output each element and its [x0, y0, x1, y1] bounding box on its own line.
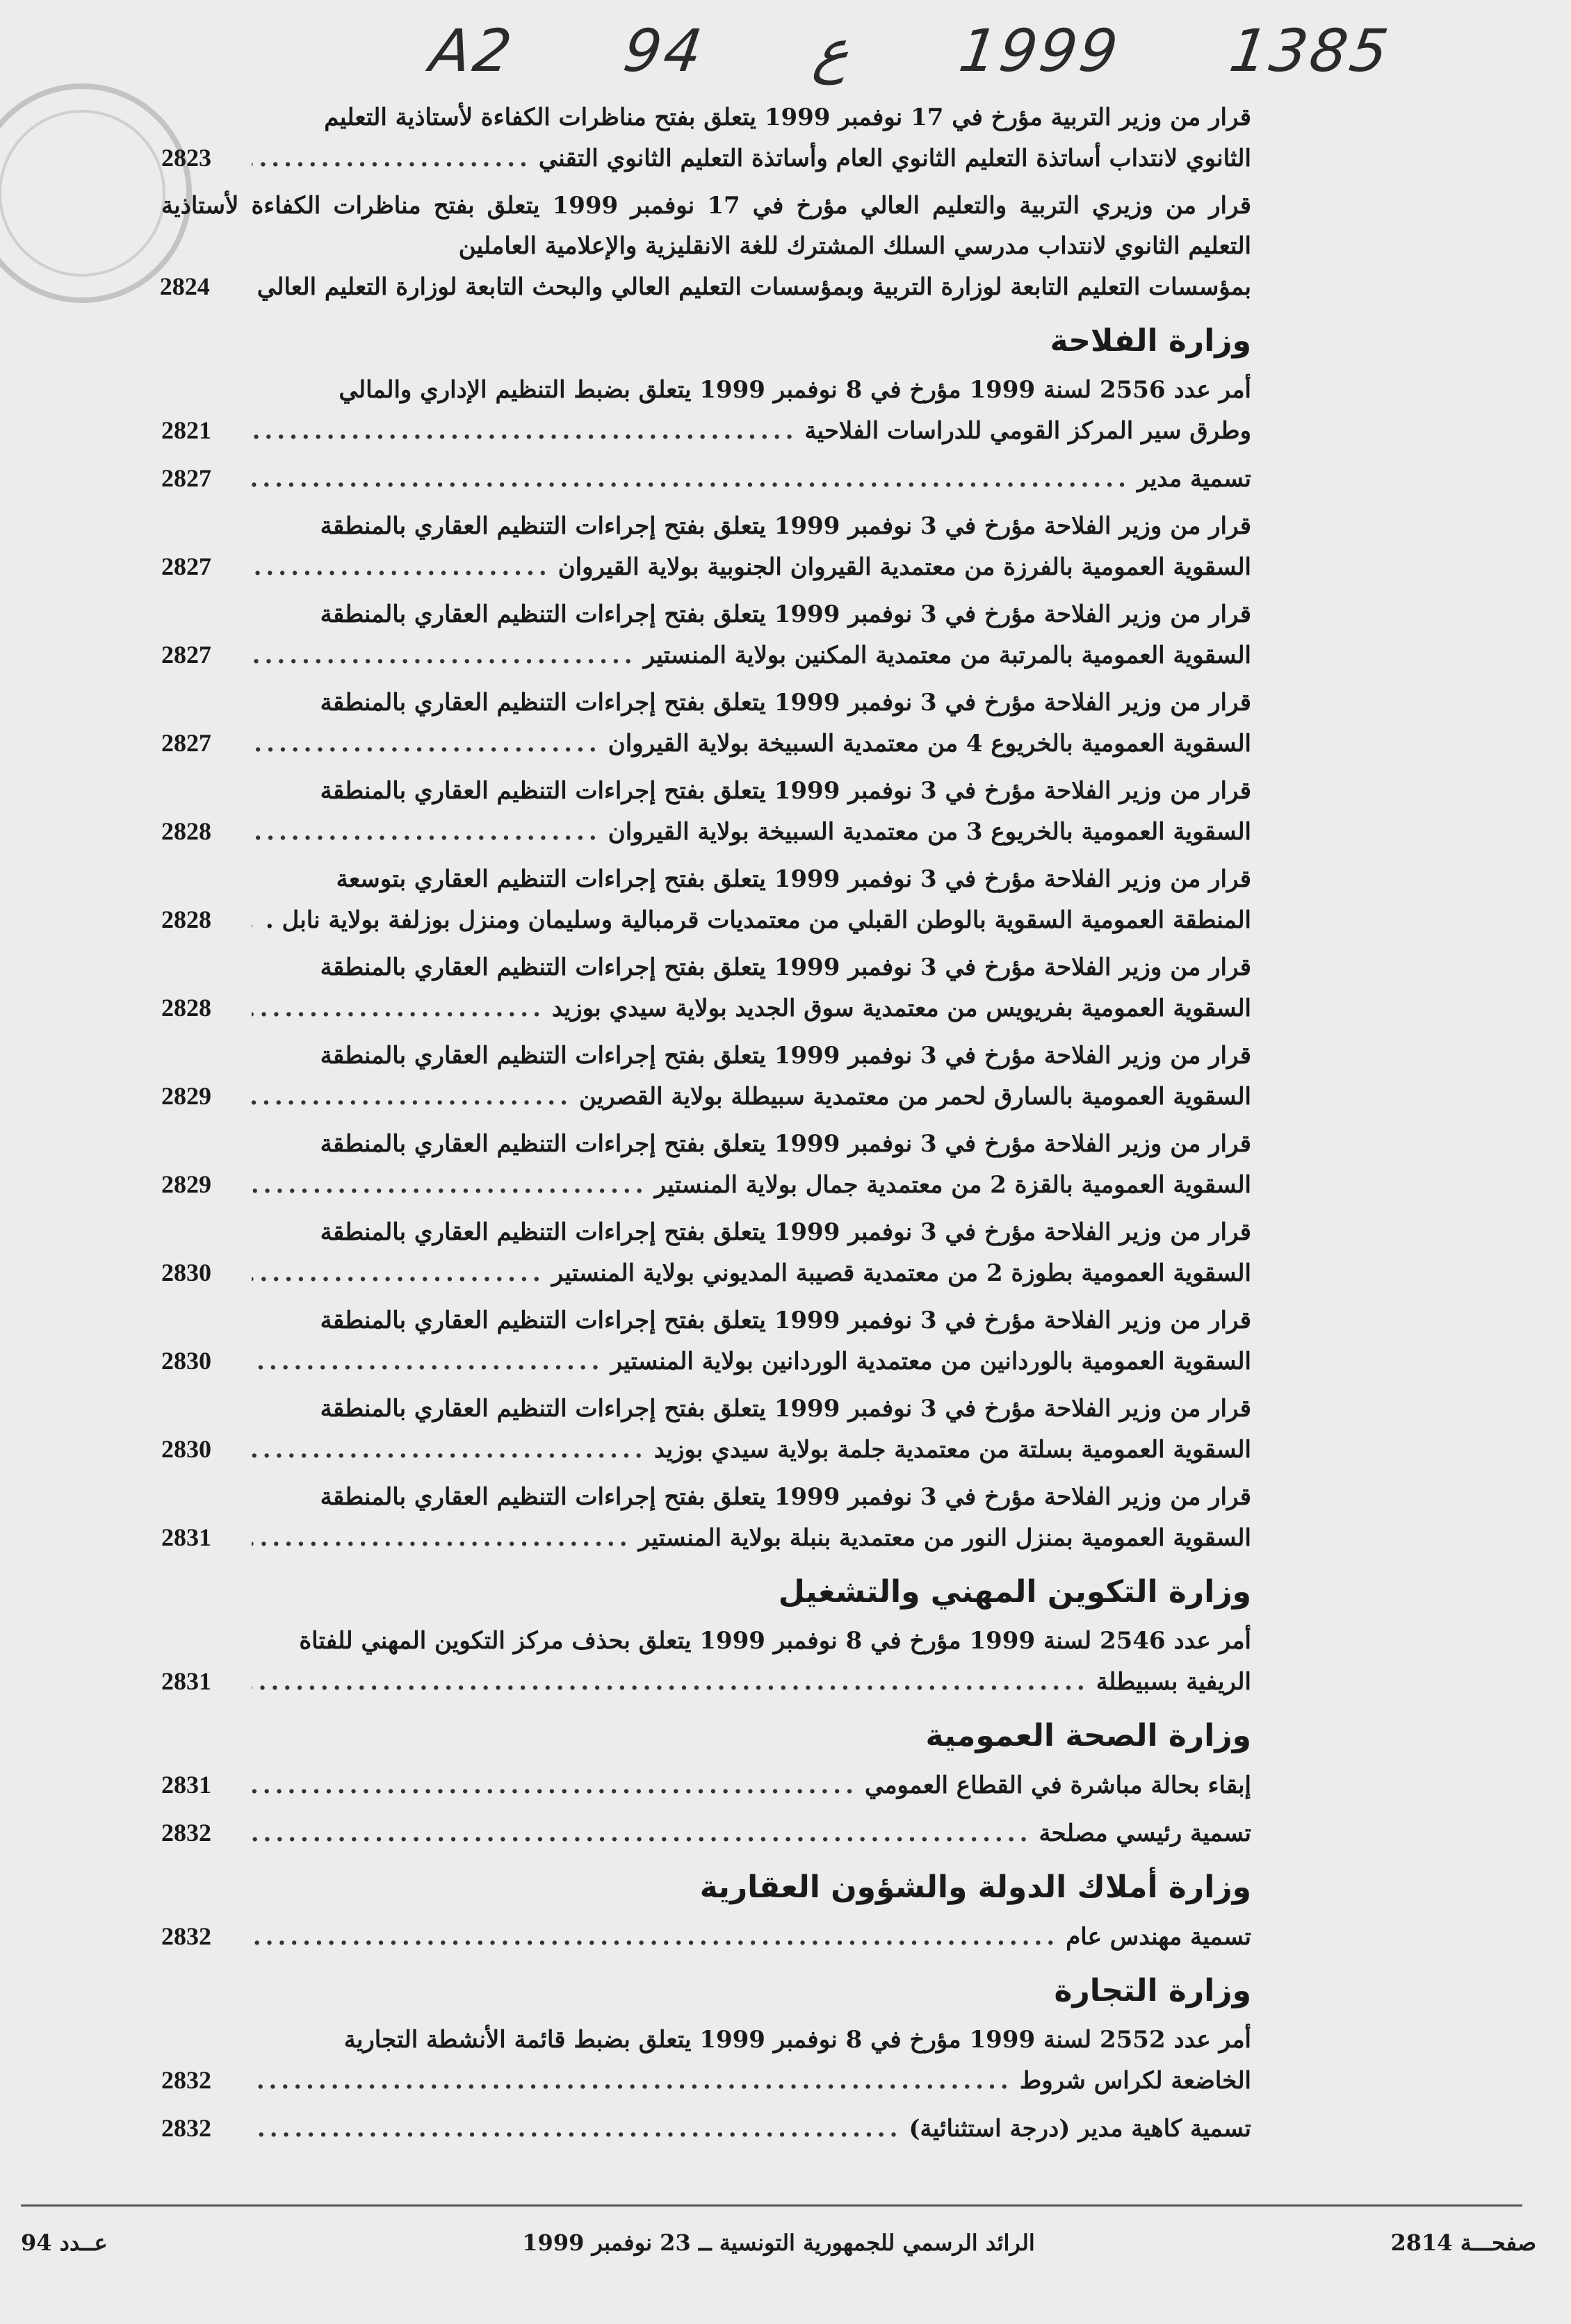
entry-page-number: 2831: [161, 1667, 211, 1695]
entry-page-number: 2832: [161, 1819, 211, 1847]
entry-last-line: [161, 1916, 1251, 1957]
entry-text: قرار من وزير التربية مؤرخ في 17 نوفمبر 1999 يتعلق بفتح مناظرات الكفاءة لأستاذية التعليم: [324, 104, 1251, 131]
entry-last-line: [161, 899, 1251, 940]
entry-last-line: [161, 1765, 1251, 1806]
dot-leader: [252, 1518, 632, 1558]
entry-last-line: [161, 410, 1251, 451]
entry-page-number: 2828: [161, 906, 211, 933]
toc-entry: [161, 458, 1251, 499]
entry-last-line: [161, 635, 1251, 676]
toc-entry: [161, 506, 1251, 587]
section-heading: وزارة الفلاحة: [1050, 323, 1251, 359]
entry-title: السقوية العمومية بالوردانين من معتمدية الوردانين بولاية المنستير: [610, 1348, 1251, 1375]
entry-title: تسمية كاهية مدير (درجة استثنائية): [909, 2115, 1251, 2143]
entry-title: السقوية العمومية بسلتة من معتمدية جلمة بولاية سيدي بوزيد: [653, 1436, 1251, 1464]
dot-leader: [252, 723, 601, 764]
entry-last-line: [161, 1429, 1251, 1470]
handwritten-annotation: [426, 13, 1395, 89]
entry-page-number: 2829: [161, 1170, 211, 1198]
dot-leader: [252, 1917, 1059, 1957]
toc-entry: [161, 1389, 1251, 1470]
dot-leader: [252, 1430, 647, 1470]
entry-page-number: 2827: [161, 641, 211, 669]
entry-title: تسمية رئيسي مصلحة: [1039, 1819, 1251, 1847]
handwritten-ref-2: 94: [619, 17, 709, 85]
entry-page-number: 2832: [161, 2066, 211, 2094]
dot-leader: [252, 1765, 858, 1806]
dot-leader: [252, 1813, 1032, 1854]
dot-leader: [252, 1662, 1089, 1702]
entry-title: السقوية العمومية بالقزة 2 من معتمدية جمال بولاية المنستير: [654, 1171, 1251, 1199]
entry-title: تسمية مهندس عام: [1066, 1923, 1251, 1951]
entry-page-number: 2831: [161, 1771, 211, 1799]
entry-last-line: [161, 723, 1251, 764]
entry-last-line: [161, 1517, 1251, 1558]
entry-page-number: 2828: [161, 994, 211, 1022]
entry-title: السقوية العمومية بمنزل النور من معتمدية بنبلة بولاية المنستير: [638, 1524, 1251, 1552]
dot-leader: [252, 988, 545, 1029]
entry-text: قرار من وزير الفلاحة مؤرخ في 3 نوفمبر 1999 يتعلق بفتح إجراءات التنظيم العقاري بالمنطقة: [320, 954, 1251, 981]
entry-page-number: 2821: [161, 416, 211, 444]
footer-issue: عــدد 94: [21, 2229, 108, 2256]
entry-last-line: [161, 2060, 1251, 2101]
section-heading: وزارة التجارة: [1054, 1973, 1251, 2008]
entry-title: إبقاء بحالة مباشرة في القطاع العمومي: [864, 1771, 1251, 1799]
entry-page-number: 2832: [161, 1922, 211, 1950]
entry-last-line: [161, 1341, 1251, 1382]
entry-title: السقوية العمومية بفريويس من معتمدية سوق الجديد بولاية سيدي بوزيد: [551, 995, 1251, 1022]
dot-leader: [252, 459, 1130, 499]
entry-text: قرار من وزير الفلاحة مؤرخ في 3 نوفمبر 1999 يتعلق بفتح إجراءات التنظيم العقاري بالمنطقة: [320, 689, 1251, 717]
handwritten-ref-5: 1385: [1226, 17, 1395, 85]
toc-entry: [161, 1300, 1251, 1382]
toc-entry: [161, 2020, 1251, 2101]
entry-title: السقوية العمومية بالخريوع 4 من معتمدية السبيخة بولاية القيروان: [608, 730, 1251, 758]
entry-text: قرار من وزير الفلاحة مؤرخ في 3 نوفمبر 1999 يتعلق بفتح إجراءات التنظيم العقاري بالمنطقة: [320, 1218, 1251, 1246]
section-heading: وزارة التكوين المهني والتشغيل: [778, 1574, 1251, 1610]
entry-last-line: [161, 1076, 1251, 1117]
entry-title: المنطقة العمومية السقوية بالوطن القبلي من معتمديات قرمبالية وسليمان ومنزل بوزلفة بولاية نابل .: [265, 906, 1251, 934]
dot-leader: [252, 2109, 902, 2149]
entry-title: الثانوي لانتداب أساتذة التعليم الثانوي العام وأساتذة التعليم الثانوي التقني: [538, 145, 1251, 172]
entry-last-line: [161, 458, 1251, 499]
entry-title: السقوية العمومية بطوزة 2 من معتمدية قصيبة المديوني بولاية المنستير: [551, 1259, 1251, 1287]
entry-text: أمر عدد 2552 لسنة 1999 مؤرخ في 8 نوفمبر 1999 يتعلق بضبط قائمة الأنشطة التجارية: [343, 2026, 1251, 2054]
toc-entry: [161, 1477, 1251, 1558]
toc-entry: [161, 1124, 1251, 1205]
entry-title: السقوية العمومية بالسارق لحمر من معتمدية سبيطلة بولاية القصرين: [578, 1083, 1251, 1111]
dot-leader: [252, 635, 637, 676]
entry-page-number: 2830: [161, 1435, 211, 1463]
toc-entry: [161, 1916, 1251, 1957]
entry-last-line: [161, 546, 1251, 587]
dot-leader: [252, 1165, 648, 1205]
entry-text: قرار من وزير الفلاحة مؤرخ في 3 نوفمبر 1999 يتعلق بفتح إجراءات التنظيم العقاري بالمنطقة: [320, 600, 1251, 628]
entry-page-number: 2830: [161, 1347, 211, 1375]
entry-text: قرار من وزير الفلاحة مؤرخ في 3 نوفمبر 1999 يتعلق بفتح إجراءات التنظيم العقاري بالمنطقة: [320, 1395, 1251, 1423]
entry-page-number: 2830: [161, 1259, 211, 1286]
footer-divider: [21, 2204, 1522, 2207]
page-footer: [21, 2218, 1536, 2267]
entry-page-number: 2827: [161, 553, 211, 580]
entry-page-number: 2829: [161, 1082, 211, 1110]
entry-last-line: [161, 1661, 1251, 1702]
entry-text: أمر عدد 2546 لسنة 1999 مؤرخ في 8 نوفمبر 1999 يتعلق بحذف مركز التكوين المهني للفتاة: [299, 1627, 1251, 1655]
toc-entry: [161, 1812, 1251, 1854]
toc-entry: [161, 1765, 1251, 1806]
toc-entry: [161, 947, 1251, 1029]
entry-page-number: 2827: [161, 464, 211, 492]
entry-last-line: [161, 2108, 1251, 2149]
entry-last-line: [161, 1164, 1251, 1205]
toc-entry: [161, 771, 1251, 852]
entry-title: الخاضعة لكراس شروط: [1019, 2067, 1251, 2095]
dot-leader: [252, 411, 797, 451]
entry-title: السقوية العمومية بالخريوع 3 من معتمدية السبيخة بولاية القيروان: [608, 818, 1251, 846]
entry-text: قرار من وزير الفلاحة مؤرخ في 3 نوفمبر 1999 يتعلق بفتح إجراءات التنظيم العقاري بالمنطقة: [320, 1307, 1251, 1334]
dot-leader: [252, 547, 551, 587]
toc-entry: [161, 1212, 1251, 1293]
entry-title: السقوية العمومية بالمرتبة من معتمدية المكنين بولاية المنستير: [643, 641, 1251, 669]
entry-page-number: 2823: [161, 144, 211, 172]
entry-text: قرار من وزير الفلاحة مؤرخ في 3 نوفمبر 1999 يتعلق بفتح إجراءات التنظيم العقاري بالمنطقة: [320, 777, 1251, 805]
entry-text: أمر عدد 2556 لسنة 1999 مؤرخ في 8 نوفمبر 1999 يتعلق بضبط التنظيم الإداري والمالي: [339, 376, 1251, 404]
entry-title: الريفية بسبيطلة: [1096, 1668, 1251, 1696]
handwritten-ref-4: 1999: [955, 17, 1125, 85]
section-heading: وزارة الصحة العمومية: [925, 1718, 1251, 1753]
footer-publication: الرائد الرسمي للجمهورية التونسية ــ 23 نوفمبر 1999: [522, 2229, 1035, 2256]
entry-page-number: 2828: [161, 817, 211, 845]
entry-text: قرار من وزير الفلاحة مؤرخ في 3 نوفمبر 1999 يتعلق بفتح إجراءات التنظيم العقاري بالمنطقة: [320, 512, 1251, 540]
entry-last-line: [161, 811, 1251, 852]
toc-entry: [161, 1036, 1251, 1117]
entry-text: قرار من وزير الفلاحة مؤرخ في 3 نوفمبر 1999 يتعلق بفتح إجراءات التنظيم العقاري بتوسعة: [336, 865, 1251, 893]
entry-page-number: 2832: [161, 2114, 211, 2142]
dot-leader: [252, 138, 532, 179]
toc-entry: [161, 1621, 1251, 1702]
toc-entry: [161, 186, 1251, 307]
entry-text: قرار من وزيري التربية والتعليم العالي مؤرخ في 17 نوفمبر 1999 يتعلق بفتح مناظرات الكفاءة لأستاذية التعليم الثانوي لانتداب مدرسي السلك المشترك للغة الانقليزية والإعلامية العاملين: [161, 192, 1251, 260]
dot-leader: [252, 900, 259, 940]
table-of-contents: [161, 97, 1251, 2156]
section-heading: وزارة أملاك الدولة والشؤون العقارية: [699, 1869, 1251, 1905]
toc-entry: [161, 97, 1251, 179]
toc-entry: [161, 594, 1251, 676]
entry-title: السقوية العمومية بالفرزة من معتمدية القيروان الجنوبية بولاية القيروان: [557, 553, 1251, 581]
toc-entry: [161, 682, 1251, 764]
toc-entry: [161, 859, 1251, 940]
dot-leader: [252, 1253, 545, 1293]
handwritten-ref-1: A2: [426, 17, 519, 85]
toc-entry: [161, 370, 1251, 451]
entry-title: تسمية مدير: [1137, 465, 1251, 493]
entry-last-line: [161, 266, 1251, 307]
entry-last-line: [161, 1252, 1251, 1293]
dot-leader: [252, 812, 601, 852]
footer-page-number: صفحـــة 2814: [1390, 2229, 1536, 2256]
entry-title: وطرق سير المركز القومي للدراسات الفلاحية: [804, 417, 1251, 445]
entry-page-number: 2831: [161, 1523, 211, 1551]
entry-last-line: [161, 988, 1251, 1029]
entry-last-line: [161, 138, 1251, 179]
dot-leader: [252, 1077, 572, 1117]
toc-entry: [161, 2108, 1251, 2149]
entry-last-line: [161, 1812, 1251, 1854]
entry-text: قرار من وزير الفلاحة مؤرخ في 3 نوفمبر 1999 يتعلق بفتح إجراءات التنظيم العقاري بالمنطقة: [320, 1042, 1251, 1070]
dot-leader: [252, 1341, 603, 1382]
entry-text: قرار من وزير الفلاحة مؤرخ في 3 نوفمبر 1999 يتعلق بفتح إجراءات التنظيم العقاري بالمنطقة: [320, 1130, 1251, 1158]
entry-title: بمؤسسات التعليم التابعة لوزارة التربية وبمؤسسات التعليم العالي والبحث التابعة لوزارة التعليم العالي: [257, 273, 1251, 301]
dot-leader: [252, 2061, 1013, 2101]
entry-text: قرار من وزير الفلاحة مؤرخ في 3 نوفمبر 1999 يتعلق بفتح إجراءات التنظيم العقاري بالمنطقة: [320, 1483, 1251, 1511]
entry-page-number: 2827: [161, 729, 211, 757]
entry-page-number: 2824: [159, 272, 210, 300]
handwritten-ref-3: ع: [810, 17, 855, 85]
